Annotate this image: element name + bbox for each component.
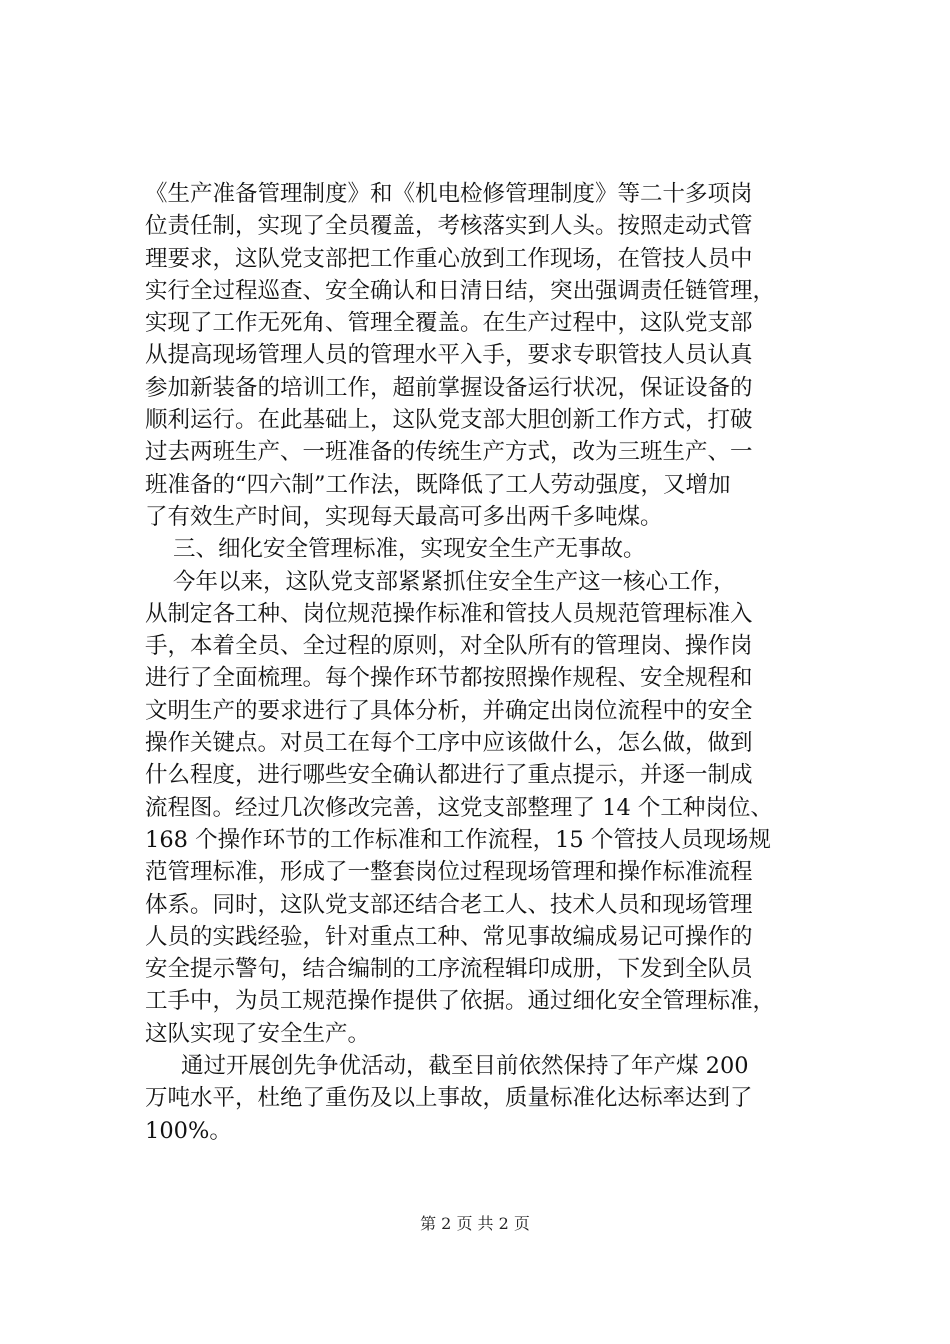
text-line: 人员的实践经验，针对重点工种、常见事故编成易记可操作的: [145, 923, 753, 950]
text-line: 通过开展创先争优活动，截至目前依然保持了年产煤 200: [181, 1053, 749, 1080]
text-line: 范管理标准，形成了一整套岗位过程现场管理和操作标准流程: [145, 859, 753, 886]
text-line: 流程图。经过几次修改完善，这党支部整理了 14 个工种岗位、: [145, 794, 773, 821]
paragraph-summary: [145, 1050, 835, 1147]
text-line: 《生产准备管理制度》和《机电检修管理制度》等二十多项岗: [145, 181, 753, 207]
text-line: 168 个操作环节的工作标准和工作流程，15 个管技人员现场规: [145, 826, 771, 853]
text-line: 班准备的“四六制”工作法，既降低了工人劳动强度，又增加: [145, 471, 731, 498]
section-heading: [145, 533, 835, 565]
text-line: 了有效生产时间，实现每天最高可多出两千多吨煤。: [145, 503, 663, 530]
text-line: 体系。同时，这队党支部还结合老工人、技术人员和现场管理: [145, 891, 753, 918]
document-body: [145, 178, 835, 1147]
text-line: 文明生产的要求进行了具体分析，并确定出岗位流程中的安全: [145, 697, 753, 724]
text-line: 100%。: [145, 1117, 232, 1144]
text-line: 位责任制，实现了全员覆盖，考核落实到人头。按照走动式管: [145, 213, 753, 240]
text-line: 理要求，这队党支部把工作重心放到工作现场，在管技人员中: [145, 245, 753, 272]
text-line: 参加新装备的培训工作，超前掌握设备运行状况，保证设备的: [145, 374, 753, 401]
text-line: 万吨水平，杜绝了重伤及以上事故，质量标准化达标率达到了: [145, 1085, 753, 1112]
text-line: 实行全过程巡查、安全确认和日清日结，突出强调责任链管理，: [145, 277, 776, 304]
paragraph-safety: [145, 566, 835, 1050]
text-line: 手，本着全员、全过程的原则，对全队所有的管理岗、操作岗: [145, 633, 753, 660]
section-heading-text: 三、细化安全管理标准，实现安全生产无事故。: [173, 536, 646, 563]
text-line: 实现了工作无死角、管理全覆盖。在生产过程中，这队党支部: [145, 310, 753, 337]
text-line: 这队实现了安全生产。: [145, 1020, 371, 1047]
text-line: 操作关键点。对员工在每个工序中应该做什么，怎么做，做到: [145, 730, 753, 757]
paragraph-continuation: [145, 178, 835, 533]
text-line: 从制定各工种、岗位规范操作标准和管技人员规范管理标准入: [145, 600, 753, 627]
text-line: 顺利运行。在此基础上，这队党支部大胆创新工作方式，打破: [145, 407, 753, 434]
text-line: 从提高现场管理人员的管理水平入手，要求专职管技人员认真: [145, 342, 753, 369]
text-line: 安全提示警句，结合编制的工序流程辑印成册，下发到全队员: [145, 956, 753, 983]
text-line: 什么程度，进行哪些安全确认都进行了重点提示，并逐一制成: [145, 762, 753, 789]
text-line: 今年以来，这队党支部紧紧抓住安全生产这一核心工作，: [173, 568, 736, 595]
page-number-footer: 第 2 页 共 2 页: [420, 1214, 530, 1233]
text-line: 过去两班生产、一班准备的传统生产方式，改为三班生产、一: [145, 439, 753, 466]
text-line: 进行了全面梳理。每个操作环节都按照操作规程、安全规程和: [145, 665, 753, 692]
text-line: 工手中，为员工规范操作提供了依据。通过细化安全管理标准，: [145, 988, 776, 1015]
